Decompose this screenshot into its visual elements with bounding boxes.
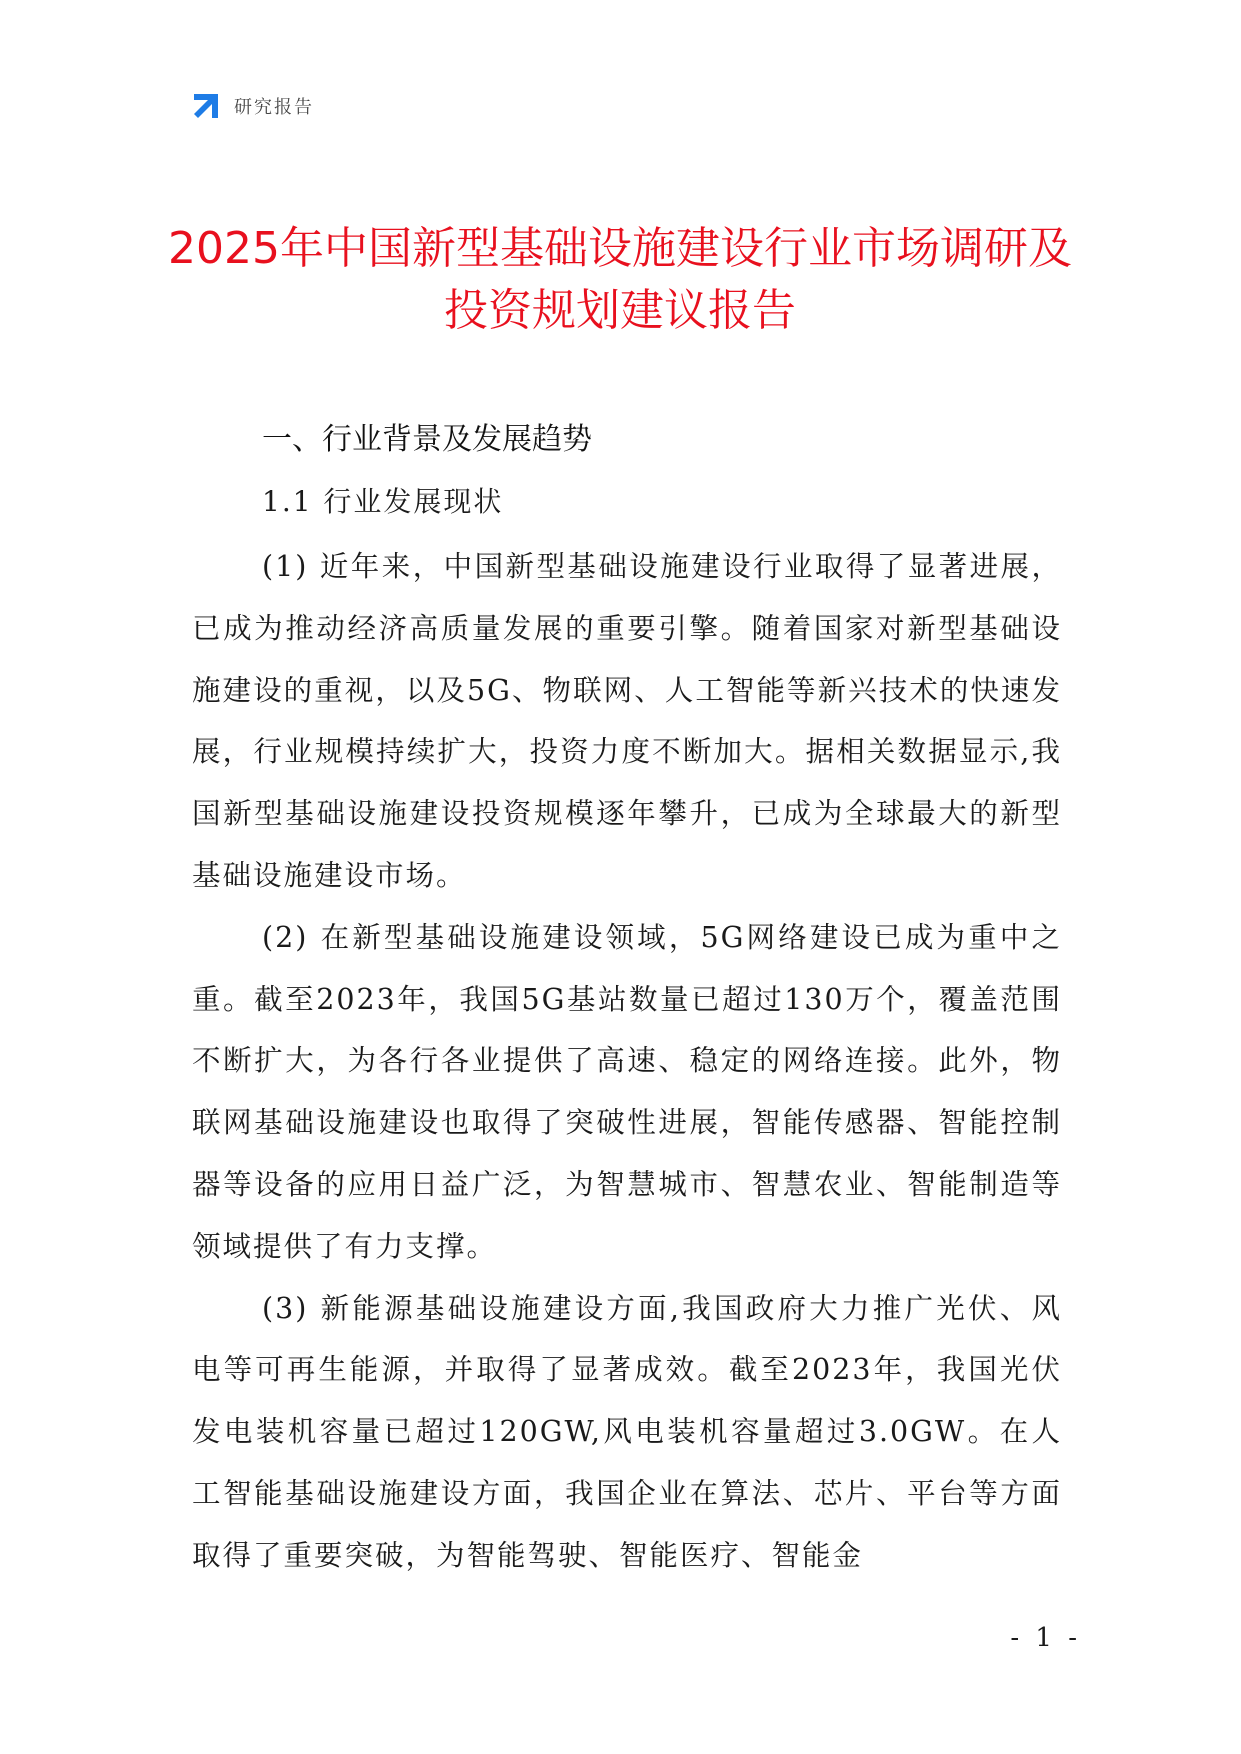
document-title: 2025年中国新型基础设施建设行业市场调研及投资规划建议报告 <box>168 223 1072 336</box>
page-number: - 1 - <box>1010 1623 1081 1653</box>
paragraph-1: (1) 近年来，中国新型基础设施建设行业取得了显著进展，已成为推动经济高质量发展的重要引擎。随着国家对新型基础设施建设的重视，以及5G、物联网、人工智能等新兴技术的快速发展，行业规模持续扩大，投资力度不断加大。据相关数据显示,我国新型基础设施建设投资规模逐年攀升，已成为全球最大的新型基础设施建设市场。 <box>192 550 1062 892</box>
subsection-heading: 1.1 行业发展现状 <box>262 485 504 518</box>
paragraph-2: (2) 在新型基础设施建设领域，5G网络建设已成为重中之重。截至2023年，我国5G基站数量已超过130万个，覆盖范围不断扩大，为各行各业提供了高速、稳定的网络连接。此外，物联网基础设施建设也取得了突破性进展，智能传感器、智能控制器等设备的应用日益广泛，为智慧城市、智慧农业、智能制造等领域提供了有力支撑。 <box>192 920 1062 1263</box>
page-header <box>190 88 314 124</box>
paragraph-3: (3) 新能源基础设施建设方面,我国政府大力推广光伏、风电等可再生能源，并取得了显著成效。截至2023年，我国光伏发电装机容量已超过120GW,风电装机容量超过3.0GW。在人工智能基础设施建设方面，我国企业在算法、芯片、平台等方面取得了重要突破，为智能驾驶、智能医疗、智能金 <box>192 1291 1062 1572</box>
section-heading: 一、行业背景及发展趋势 <box>262 422 592 457</box>
header-label: 研究报告 <box>234 97 314 118</box>
arrow-up-right-icon <box>190 90 222 122</box>
body-text <box>192 536 1062 1587</box>
